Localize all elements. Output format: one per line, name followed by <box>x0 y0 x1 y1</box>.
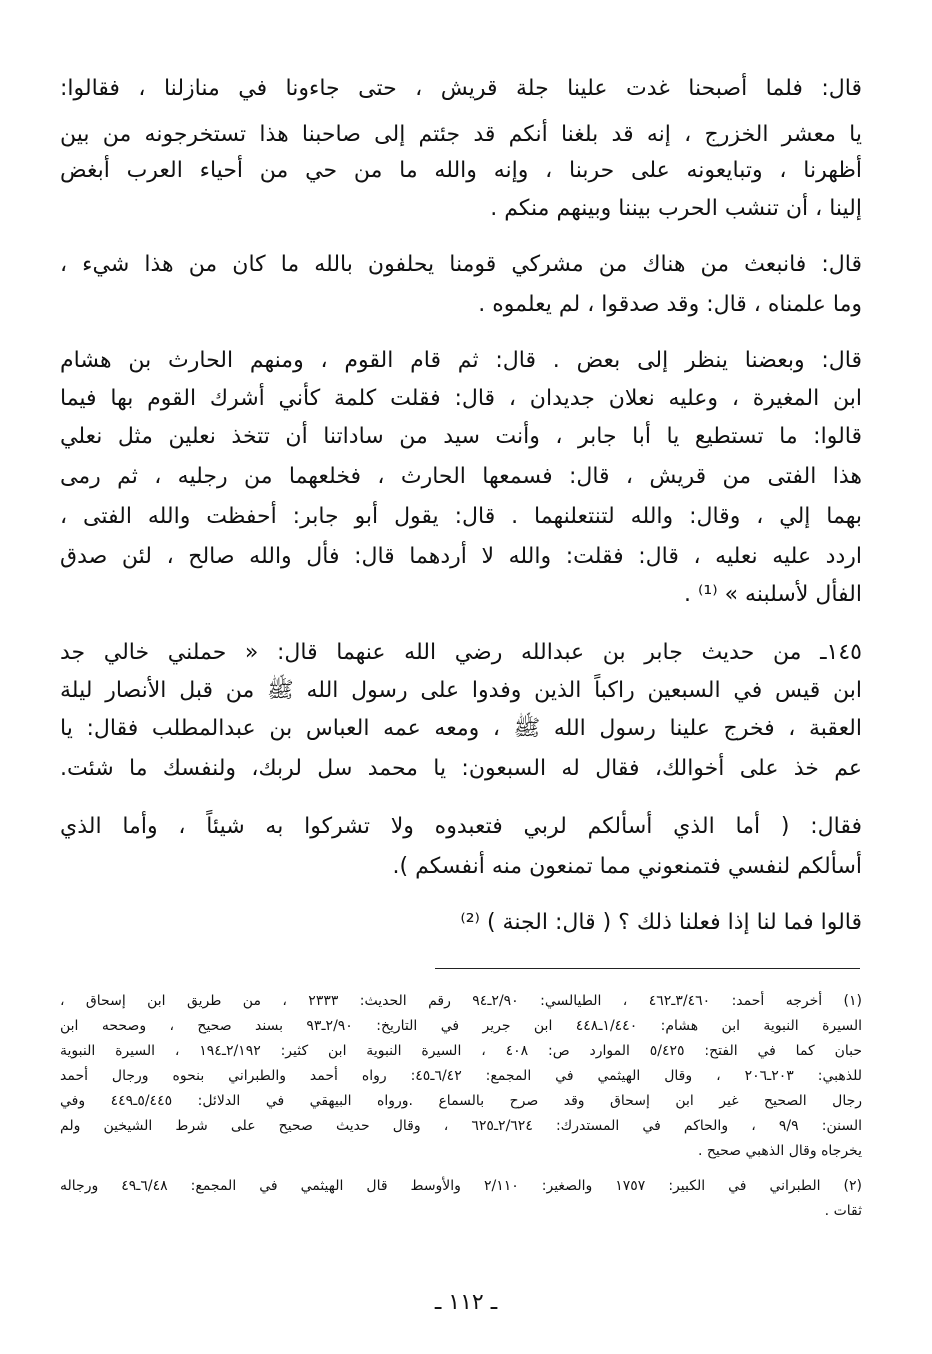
text-line: يا معشر الخزرج ، إنه قد بلغنا أنكم قد جئتم إلى صاحبنا هذا تستخرجونه من بين <box>60 122 862 147</box>
text-line: إلينا ، أن تنشب الحرب بيننا وبينهم منكم . <box>490 196 862 221</box>
footnote-line: السنن: ٩/٩ ، والحاكم في المستدرك: ٢/٦٢٤ـ٦٢٥ ، وقال حديث صحيح على شرط الشيخين ولم <box>60 1118 862 1134</box>
footnote-separator <box>435 968 860 969</box>
text-line: قال: وبعضنا ينظر إلى بعض . قال: ثم قام القوم ، ومنهم الحارث بن هشام <box>60 348 862 373</box>
footnote-line: يخرجاه وقال الذهبي صحيح . <box>697 1143 862 1159</box>
text-line: فقال: ( أما الذي أسألكم لربي فتعبدوه ولا تشركوا به شيئاً ، وأما الذي <box>60 814 862 839</box>
text-line: أسألكم لنفسي فتمنعوني مما تمنعون منه أنفسكم ). <box>392 854 862 879</box>
text-line: اردد عليه نعليه ، قال: فقلت: والله لا أردهما قال: فأل والله صالح ، لئن صدق <box>60 544 862 569</box>
footnote-line: ثقات . <box>824 1203 862 1219</box>
footnote-line: (٢) الطبراني في الكبير: ١٧٥٧ والصغير: ٢/١١٠ والأوسط قال الهيثمي في المجمع: ٦/٤٨ـ٤٩ ورجاله <box>60 1178 862 1194</box>
text-line: العقبة ، فخرج علينا رسول الله ﷺ ، ومعه عمه العباس بن عبدالمطلب فقال: يا <box>60 716 862 741</box>
text-line: ١٤٥ـ من حديث جابر بن عبدالله رضي الله عنهما قال: « حملني خالي جد <box>60 640 862 665</box>
text-line: ابن قيس في السبعين راكباً الذين وفدوا على رسول الله ﷺ من قبل الأنصار ليلة <box>60 678 862 703</box>
text-line: قال: فانبعث من هناك من مشركي قومنا يحلفون بالله ما كان من هذا شيء ، <box>60 252 862 277</box>
text-line: أظهرنا ، وتبايعونه على حربنا ، وإنه والله ما من حي من أحياء العرب أبغض <box>60 158 862 183</box>
footnote-line: للذهبي: ٢٠٣ـ٢٠٦ ، وقال الهيثمي في المجمع: ٦/٤٢ـ٤٥: رواه أحمد والطبراني بنحوه ورجال أحمد <box>60 1068 862 1084</box>
text-line: بهما إلي ، وقال: والله لتنتعلنهما . قال: يقول أبو جابر: أحفظت والله الفتى ، <box>60 504 862 529</box>
text-line: الفأل لأسلبنه » ⁽¹⁾ . <box>683 582 862 607</box>
text-line: هذا الفتى من قريش ، قال: فسمعها الحارث ، فخلعهما من رجليه ، ثم رمى <box>60 464 862 489</box>
text-line: قال: فلما أصبحنا غدت علينا جلة قريش ، حتى جاءونا في منازلنا ، فقالوا: <box>60 76 862 101</box>
footnote-line: (١) أخرجه أحمد: ٣/٤٦٠ـ٤٦٢ ، الطيالسي: ٢/٩٠ـ٩٤ رقم الحديث: ٢٣٣٣ ، من طريق ابن إسحاق ، <box>60 993 862 1009</box>
page-number: ـ ١١٢ ـ <box>434 1290 498 1315</box>
text-line: ابن المغيرة ، وعليه نعلان جديدان ، قال: فقلت كلمة كأني أشرك القوم بها فيما <box>60 386 862 411</box>
footnote-line: السيرة النبوية ابن هشام: ١/٤٤٠ـ٤٤٨ ابن جرير في التاريخ: ٢/٩٠ـ٩٣ بسند صحيح ، وصححه ابن <box>60 1018 862 1034</box>
text-line: عم خذ على أخوالك، فقال له السبعون: يا محمد سل لربك، ولنفسك ما شئت. <box>60 756 862 781</box>
text-line: قالوا: ما تستطيع يا أبا جابر ، وأنت سيد من ساداتنا أن تتخذ نعلين مثل نعلي <box>60 424 862 449</box>
footnote-line: رجال الصحيح غير ابن إسحاق وقد صرح بالسماع .ورواه البيهقي في الدلائل: ٥/٤٤٥ـ٤٤٩ وفي <box>60 1093 863 1109</box>
text-line: وما علمناه ، قال: وقد صدقوا ، لم يعلموه . <box>478 292 862 317</box>
footnote-line: حبان كما في الفتح: ٥/٤٢٥ الموارد ص: ٤٠٨ ، السيرة النبوية ابن كثير: ٢/١٩٢ـ١٩٤ ، السيرة النبوية <box>60 1043 862 1059</box>
text-line: قالوا فما لنا إذا فعلنا ذلك ؟ ( قال: الجنة ) ⁽²⁾ <box>460 910 862 935</box>
